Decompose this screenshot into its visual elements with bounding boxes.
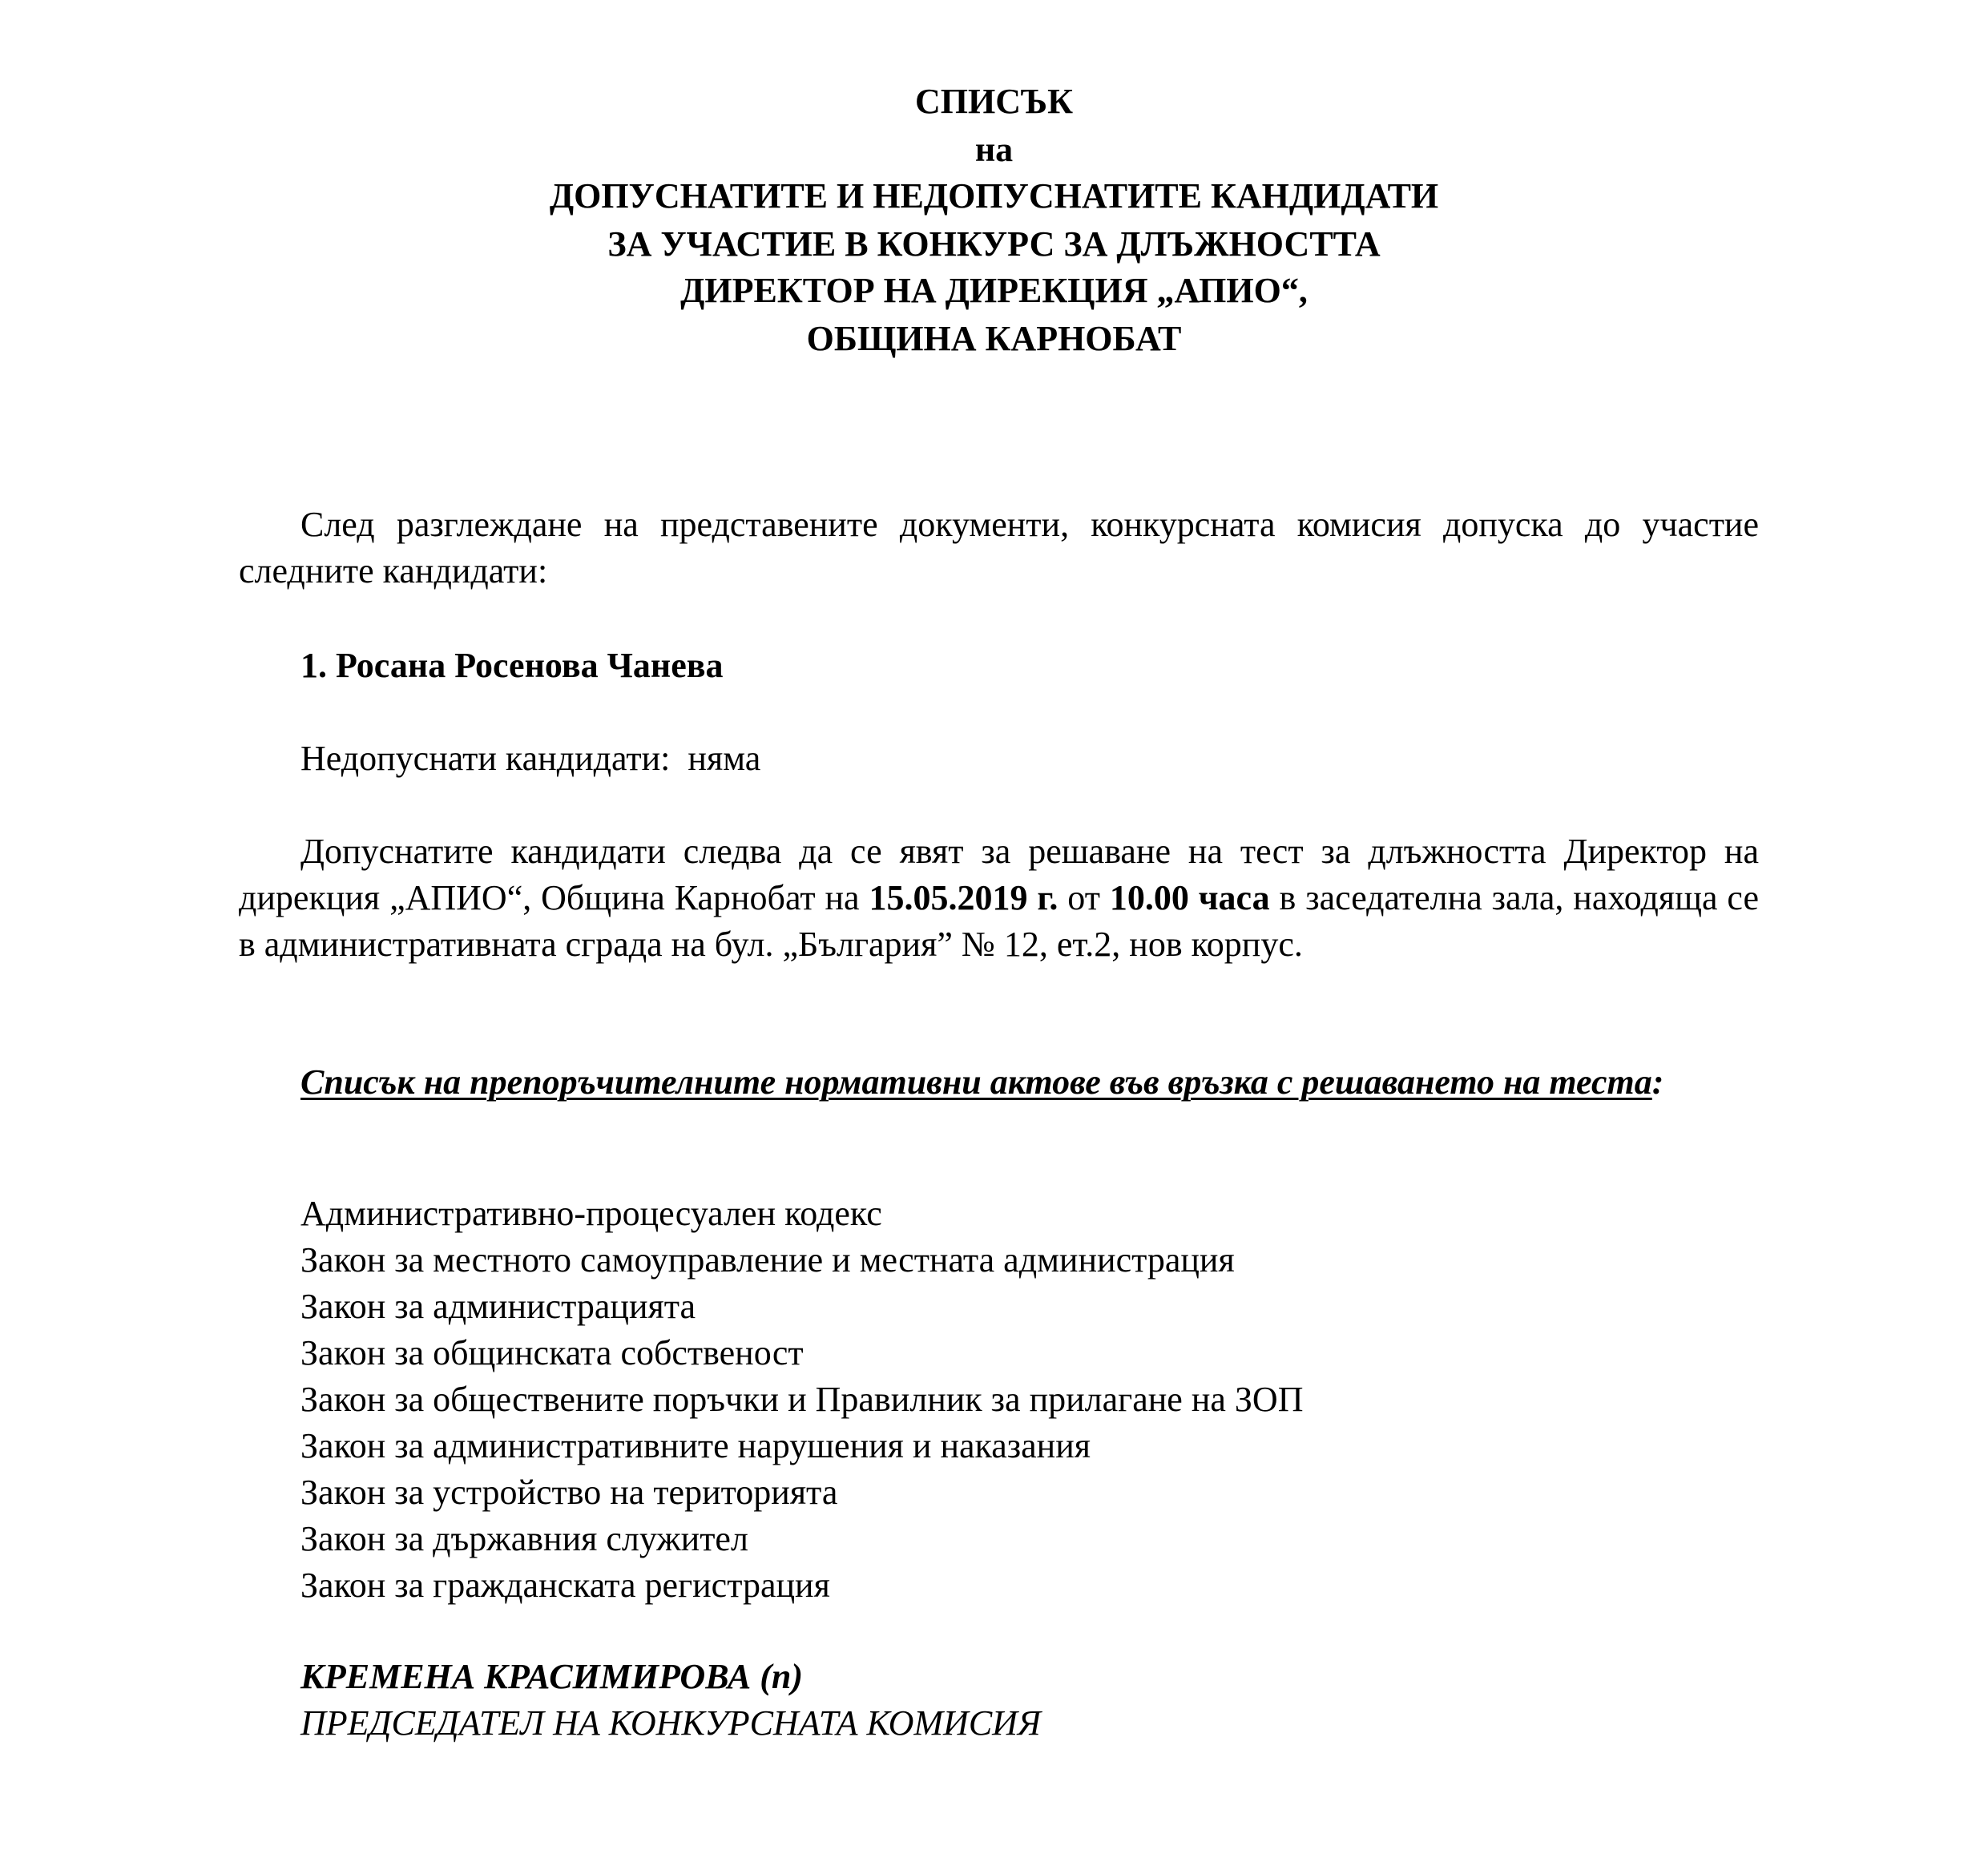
signature-name: КРЕМЕНА КРАСИМИРОВА (п) [300,1657,803,1696]
test-time: 10.00 часа [1109,878,1270,917]
admitted-candidate-name: Росана Росенова Чанева [336,646,724,685]
laws-heading-suffix: : [1651,1062,1664,1102]
laws-heading-text: Списък на препоръчителните нормативни актове във връзка с решаването на теста [300,1062,1652,1102]
admitted-candidate-number: 1. [300,646,327,685]
law-item: Закон за обществените поръчки и Правилник за прилагане на ЗОП [300,1380,1304,1419]
law-item: Закон за гражданската регистрация [300,1566,830,1605]
test-date: 15.05.2019 г. [869,878,1059,917]
title-line-5: ДИРЕКТОР НА ДИРЕКЦИЯ „АПИО“, [680,271,1308,310]
law-item: Закон за административните нарушения и наказания [300,1426,1091,1465]
title-line-2: на [974,130,1014,169]
test-info-part3: в заседателна зала, находяща се в административната сграда на бул. „България” № 12, ет.2, нов корпус. [239,878,1759,964]
title-line-1: СПИСЪК [915,82,1073,121]
title-line-3: ДОПУСНАТИТЕ И НЕДОПУСНАТИТЕ КАНДИДАТИ [549,176,1439,216]
law-item: Закон за администрацията [300,1287,696,1326]
law-item: Закон за устройство на територията [300,1473,838,1512]
not-admitted-line [300,736,760,782]
test-info-part1: Допуснатите кандидати следва да се явят за решаване на тест за длъжността Директор на дирекция „АПИО“, Община Карнобат на [239,832,1759,917]
test-info-paragraph [239,828,1759,968]
test-info-part2: от [1058,878,1110,917]
title-line-4: ЗА УЧАСТИЕ В КОНКУРС ЗА ДЛЪЖНОСТТА [607,224,1381,264]
law-item: Административно-процесуален кодекс [300,1194,882,1233]
law-item: Закон за държавния служител [300,1519,748,1558]
intro-paragraph: След разглеждане на представените документи, конкурсната комисия допуска до участие следните кандидати: [239,505,1759,590]
law-item: Закон за местното самоуправление и местната администрация [300,1240,1235,1280]
laws-list [300,1191,1304,1609]
signature-title: ПРЕДСЕДАТЕЛ НА КОНКУРСНАТА КОМИСИЯ [300,1703,1041,1743]
laws-heading [239,1059,1759,1106]
not-admitted-value: няма [688,739,761,778]
law-item: Закон за общинската собственост [300,1333,804,1372]
not-admitted-label: Недопуснати кандидати: [300,739,671,778]
admitted-candidate [300,643,724,689]
title-line-6: ОБЩИНА КАРНОБАТ [806,319,1182,358]
